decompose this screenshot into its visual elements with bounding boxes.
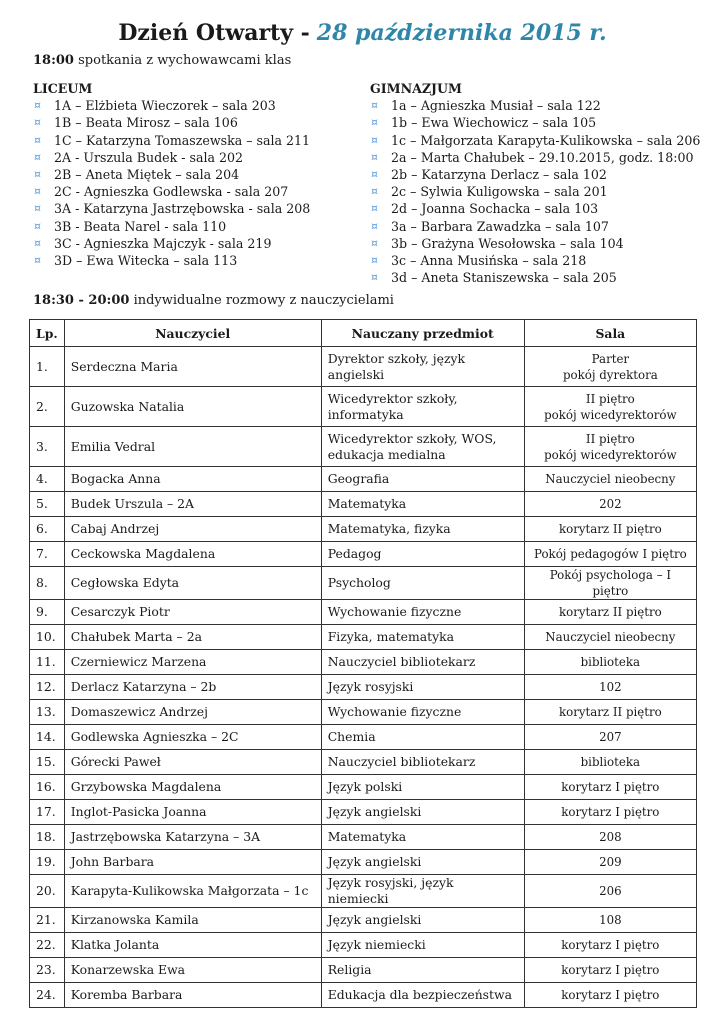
teacher-name: Bogacka Anna: [64, 467, 321, 492]
liceum-list: [33, 97, 310, 269]
liceum-list-item: [33, 235, 310, 252]
row-number: 3.: [30, 427, 65, 467]
gimnazjum-item-text: 3b – Grażyna Wesołowska – sala 104: [391, 235, 624, 251]
teacher-name: Inglot-Pasicka Joanna: [64, 800, 321, 825]
bullet-icon: ¤: [371, 185, 378, 199]
gimnazjum-list-item: [370, 269, 700, 286]
room: [524, 700, 696, 725]
session-1-text: spotkania z wychowawcami klas: [78, 53, 292, 68]
table-row: [30, 675, 697, 700]
row-number: 5.: [30, 492, 65, 517]
room: [524, 983, 696, 1008]
room: [524, 675, 696, 700]
bullet-icon: ¤: [371, 168, 378, 182]
room: [524, 517, 696, 542]
bullet-icon: ¤: [34, 219, 41, 233]
subject: Matematyka: [321, 825, 524, 850]
subject: Język rosyjski: [321, 675, 524, 700]
gimnazjum-item-text: 3d – Aneta Staniszewska – sala 205: [391, 270, 617, 286]
bullet-icon: ¤: [371, 236, 378, 250]
room-line-1: 206: [599, 884, 622, 898]
room: [524, 347, 696, 387]
room-line-1: biblioteka: [580, 755, 641, 769]
teacher-name: Konarzewska Ewa: [64, 958, 321, 983]
column-header-teacher: Nauczyciel: [64, 320, 321, 347]
room: [524, 492, 696, 517]
table-row: [30, 850, 697, 875]
subject: Język angielski: [321, 800, 524, 825]
teacher-name: Cabaj Andrzej: [64, 517, 321, 542]
room-line-1: 208: [599, 830, 622, 844]
room: [524, 933, 696, 958]
row-number: 1.: [30, 347, 65, 387]
column-header-subject: Nauczany przedmiot: [321, 320, 524, 347]
row-number: 14.: [30, 725, 65, 750]
column-header-room: Sala: [524, 320, 696, 347]
liceum-heading: LICEUM: [33, 81, 93, 96]
table-row: [30, 347, 697, 387]
bullet-icon: ¤: [371, 202, 378, 216]
gimnazjum-list-item: [370, 218, 700, 235]
subject: Język rosyjski, język niemiecki: [321, 875, 524, 908]
table-row: [30, 600, 697, 625]
bullet-icon: ¤: [34, 116, 41, 130]
row-number: 17.: [30, 800, 65, 825]
liceum-item-text: 1C – Katarzyna Tomaszewska – sala 211: [54, 132, 311, 148]
row-number: 19.: [30, 850, 65, 875]
gimnazjum-list-item: [370, 235, 700, 252]
room: [524, 825, 696, 850]
room: [524, 750, 696, 775]
room-line-1: II piętro: [585, 391, 635, 406]
teacher-name: Domaszewicz Andrzej: [64, 700, 321, 725]
table-row: [30, 800, 697, 825]
row-number: 15.: [30, 750, 65, 775]
liceum-item-text: 3B - Beata Narel - sala 110: [54, 218, 227, 234]
bullet-icon: ¤: [371, 254, 378, 268]
teacher-name: Górecki Paweł: [64, 750, 321, 775]
bullet-icon: ¤: [371, 99, 378, 113]
teacher-name: Klatka Jolanta: [64, 933, 321, 958]
room: [524, 850, 696, 875]
session-2-line: [33, 292, 394, 310]
row-number: 9.: [30, 600, 65, 625]
room: [524, 775, 696, 800]
room: [524, 908, 696, 933]
subject: Geografia: [321, 467, 524, 492]
teacher-name: Serdeczna Maria: [64, 347, 321, 387]
gimnazjum-list: [370, 97, 700, 286]
room-line-1: biblioteka: [580, 655, 641, 669]
subject: Nauczyciel bibliotekarz: [321, 650, 524, 675]
liceum-item-text: 3A - Katarzyna Jastrzębowska - sala 208: [54, 201, 311, 217]
gimnazjum-item-text: 2c – Sylwia Kuligowska – sala 201: [391, 184, 608, 200]
subject: Fizyka, matematyka: [321, 625, 524, 650]
column-header-lp: Lp.: [30, 320, 65, 347]
teacher-name: Budek Urszula – 2A: [64, 492, 321, 517]
row-number: 8.: [30, 567, 65, 600]
row-number: 6.: [30, 517, 65, 542]
room-line-1: korytarz I piętro: [561, 963, 660, 977]
room: [524, 427, 696, 467]
liceum-list-item: [33, 149, 310, 166]
row-number: 13.: [30, 700, 65, 725]
teacher-name: Kirzanowska Kamila: [64, 908, 321, 933]
row-number: 2.: [30, 387, 65, 427]
liceum-item-text: 2A - Urszula Budek - sala 202: [54, 149, 244, 165]
subject: Religia: [321, 958, 524, 983]
row-number: 23.: [30, 958, 65, 983]
table-row: [30, 567, 697, 600]
gimnazjum-list-item: [370, 132, 700, 149]
liceum-item-text: 2C - Agnieszka Godlewska - sala 207: [54, 184, 289, 200]
table-row: [30, 875, 697, 908]
session-2-time: 18:30 - 20:00: [33, 293, 130, 308]
bullet-icon: ¤: [371, 150, 378, 164]
row-number: 11.: [30, 650, 65, 675]
teacher-name: Emilia Vedral: [64, 427, 321, 467]
subject: Język angielski: [321, 908, 524, 933]
room-line-2: pokój dyrektora: [562, 367, 658, 382]
liceum-item-text: 2B – Aneta Miętek – sala 204: [54, 167, 240, 183]
bullet-icon: ¤: [34, 150, 41, 164]
liceum-list-item: [33, 166, 310, 183]
gimnazjum-list-item: [370, 252, 700, 269]
liceum-item-text: 1A – Elżbieta Wieczorek – sala 203: [54, 98, 276, 114]
room-line-1: II piętro: [585, 431, 635, 446]
liceum-list-item: [33, 114, 310, 131]
table-row: [30, 467, 697, 492]
row-number: 12.: [30, 675, 65, 700]
subject: Matematyka, fizyka: [321, 517, 524, 542]
room-line-1: Nauczyciel nieobecny: [545, 630, 676, 644]
room: [524, 958, 696, 983]
room: [524, 600, 696, 625]
bullet-icon: ¤: [34, 254, 41, 268]
table-row: [30, 775, 697, 800]
gimnazjum-item-text: 2d – Joanna Sochacka – sala 103: [391, 201, 599, 217]
subject: Edukacja dla bezpieczeństwa: [321, 983, 524, 1008]
room-line-1: korytarz I piętro: [561, 988, 660, 1002]
bullet-icon: ¤: [34, 168, 41, 182]
row-number: 4.: [30, 467, 65, 492]
teacher-name: Godlewska Agnieszka – 2C: [64, 725, 321, 750]
table-body: [30, 347, 697, 1008]
room-line-2: pokój wicedyrektorów: [544, 447, 677, 462]
row-number: 7.: [30, 542, 65, 567]
gimnazjum-column: [370, 80, 700, 286]
room-line-1: korytarz I piętro: [561, 780, 660, 794]
room-line-1: Nauczyciel nieobecny: [545, 472, 676, 486]
teacher-name: John Barbara: [64, 850, 321, 875]
liceum-item-text: 3D – Ewa Witecka – sala 113: [54, 253, 238, 269]
subject: Język angielski: [321, 850, 524, 875]
table-row: [30, 908, 697, 933]
liceum-list-item: [33, 132, 310, 149]
liceum-list-item: [33, 183, 310, 200]
subject: Psycholog: [321, 567, 524, 600]
teacher-name: Czerniewicz Marzena: [64, 650, 321, 675]
room: [524, 625, 696, 650]
gimnazjum-item-text: 1a – Agnieszka Musiał – sala 122: [391, 98, 601, 114]
teacher-name: Guzowska Natalia: [64, 387, 321, 427]
table-row: [30, 517, 697, 542]
table-row: [30, 750, 697, 775]
room: [524, 725, 696, 750]
gimnazjum-item-text: 2b – Katarzyna Derlacz – sala 102: [391, 167, 607, 183]
table-row: [30, 983, 697, 1008]
table-row: [30, 933, 697, 958]
table-row: [30, 725, 697, 750]
bullet-icon: ¤: [371, 116, 378, 130]
table-row: [30, 958, 697, 983]
subject: Język polski: [321, 775, 524, 800]
bullet-icon: ¤: [34, 185, 41, 199]
room-line-1: korytarz I piętro: [561, 938, 660, 952]
room-line-1: 108: [599, 913, 622, 927]
row-number: 16.: [30, 775, 65, 800]
room-line-1: 202: [599, 497, 622, 511]
subject: Wychowanie fizyczne: [321, 600, 524, 625]
room-line-1: 102: [599, 680, 622, 694]
teacher-name: Koremba Barbara: [64, 983, 321, 1008]
gimnazjum-heading: GIMNAZJUM: [370, 81, 462, 96]
gimnazjum-list-item: [370, 149, 700, 166]
gimnazjum-item-text: 1c – Małgorzata Karapyta-Kulikowska – sala 206: [391, 132, 701, 148]
room-line-1: korytarz II piętro: [558, 522, 662, 536]
liceum-item-text: 3C - Agnieszka Majczyk - sala 219: [54, 235, 272, 251]
room-line-1: Pokój psychologa – I piętro: [549, 568, 672, 598]
gimnazjum-item-text: 3a – Barbara Zawadzka – sala 107: [391, 218, 609, 234]
bullet-icon: ¤: [371, 219, 378, 233]
gimnazjum-list-item: [370, 183, 700, 200]
liceum-item-text: 1B – Beata Mirosz – sala 106: [54, 115, 238, 131]
session-1-time: 18:00: [33, 53, 74, 68]
liceum-column: [33, 80, 310, 269]
gimnazjum-list-item: [370, 114, 700, 131]
bullet-icon: ¤: [371, 133, 378, 147]
gimnazjum-list-item: [370, 166, 700, 183]
table-row: [30, 625, 697, 650]
bullet-icon: ¤: [371, 271, 378, 285]
subject: Wychowanie fizyczne: [321, 700, 524, 725]
subject: Wicedyrektor szkoły, informatyka: [321, 387, 524, 427]
gimnazjum-item-text: 3c – Anna Musińska – sala 218: [391, 253, 587, 269]
liceum-list-item: [33, 218, 310, 235]
gimnazjum-list-item: [370, 200, 700, 217]
subject: Wicedyrektor szkoły, WOS, edukacja medialna: [321, 427, 524, 467]
bullet-icon: ¤: [34, 133, 41, 147]
room-line-2: pokój wicedyrektorów: [544, 407, 677, 422]
gimnazjum-list-item: [370, 97, 700, 114]
liceum-list-item: [33, 252, 310, 269]
title-date: 28 października 2015 r.: [316, 20, 607, 46]
table-header-row: [30, 320, 697, 347]
subject: Matematyka: [321, 492, 524, 517]
table-row: [30, 650, 697, 675]
room-line-1: korytarz I piętro: [561, 805, 660, 819]
room: [524, 800, 696, 825]
room: [524, 650, 696, 675]
bullet-icon: ¤: [34, 236, 41, 250]
subject: Dyrektor szkoły, język angielski: [321, 347, 524, 387]
room-line-1: Pokój pedagogów I piętro: [534, 547, 687, 561]
room-line-1: korytarz II piętro: [558, 705, 662, 719]
row-number: 10.: [30, 625, 65, 650]
row-number: 22.: [30, 933, 65, 958]
teacher-name: Derlacz Katarzyna – 2b: [64, 675, 321, 700]
teacher-name: Ceckowska Magdalena: [64, 542, 321, 567]
table-row: [30, 825, 697, 850]
room: [524, 567, 696, 600]
room: [524, 542, 696, 567]
table-row: [30, 542, 697, 567]
session-2-text: indywidualne rozmowy z nauczycielami: [133, 293, 394, 308]
title-main: Dzień Otwarty -: [118, 20, 310, 46]
table-row: [30, 387, 697, 427]
teacher-name: Karapyta-Kulikowska Małgorzata – 1c: [64, 875, 321, 908]
subject: Język niemiecki: [321, 933, 524, 958]
page-title: [0, 18, 725, 49]
subject: Pedagog: [321, 542, 524, 567]
row-number: 20.: [30, 875, 65, 908]
row-number: 24.: [30, 983, 65, 1008]
gimnazjum-item-text: 1b – Ewa Wiechowicz – sala 105: [391, 115, 597, 131]
table-row: [30, 427, 697, 467]
teacher-name: Jastrzębowska Katarzyna – 3A: [64, 825, 321, 850]
teacher-name: Cesarczyk Piotr: [64, 600, 321, 625]
subject: Chemia: [321, 725, 524, 750]
table-row: [30, 700, 697, 725]
teacher-name: Chałubek Marta – 2a: [64, 625, 321, 650]
room-line-1: 207: [599, 730, 622, 744]
subject: Nauczyciel bibliotekarz: [321, 750, 524, 775]
bullet-icon: ¤: [34, 202, 41, 216]
room: [524, 387, 696, 427]
liceum-list-item: [33, 97, 310, 114]
gimnazjum-item-text: 2a – Marta Chałubek – 29.10.2015, godz. 18:00: [391, 149, 694, 165]
room: [524, 467, 696, 492]
room-line-1: korytarz II piętro: [558, 605, 662, 619]
row-number: 21.: [30, 908, 65, 933]
room-line-1: Parter: [591, 351, 630, 366]
room: [524, 875, 696, 908]
teacher-name: Grzybowska Magdalena: [64, 775, 321, 800]
teachers-table: [29, 319, 697, 1008]
bullet-icon: ¤: [34, 99, 41, 113]
session-1-line: [33, 52, 291, 70]
room-line-1: 209: [599, 855, 622, 869]
table-row: [30, 492, 697, 517]
row-number: 18.: [30, 825, 65, 850]
teacher-name: Cegłowska Edyta: [64, 567, 321, 600]
liceum-list-item: [33, 200, 310, 217]
